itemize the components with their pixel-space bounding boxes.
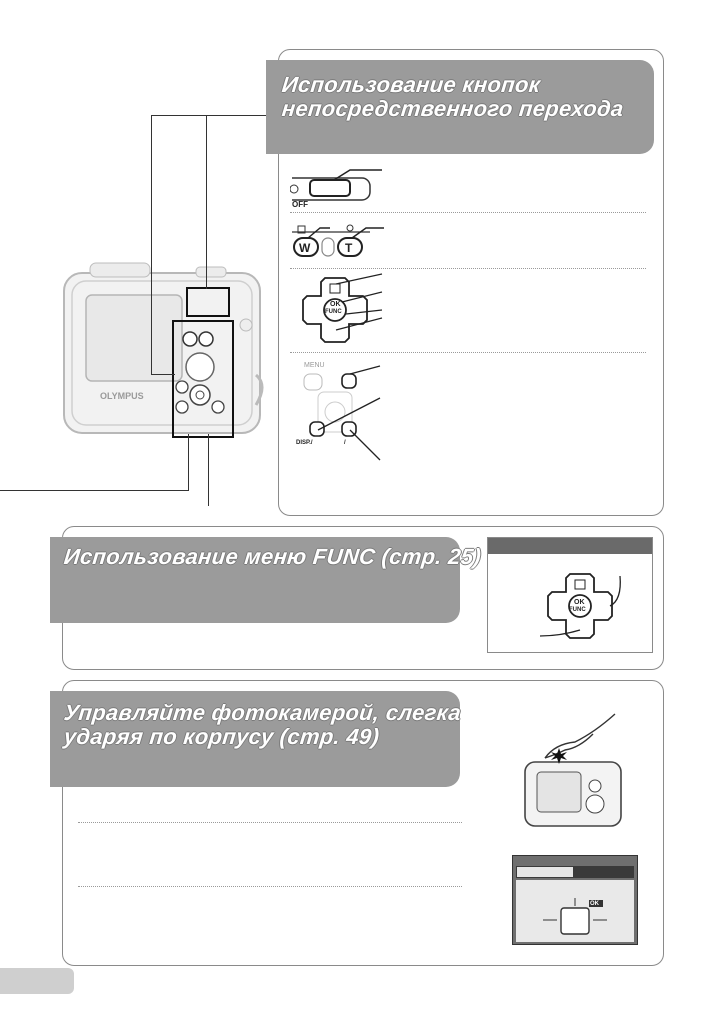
off-label: OFF: [292, 200, 308, 209]
tap-camera-illustration: [515, 710, 635, 830]
zoom-buttons-icon: [290, 224, 385, 264]
page-tab: [0, 968, 74, 994]
tap-screen-preview: [512, 855, 638, 945]
func-illustration-header: [488, 538, 652, 554]
separator: [78, 822, 462, 823]
menu-label: MENU: [304, 362, 325, 369]
func-ok-label: OK: [574, 599, 585, 606]
preview-menu-selected: [517, 867, 573, 877]
leader-line: [0, 490, 189, 491]
separator: [290, 212, 646, 213]
leader-line: [151, 374, 175, 375]
func-menu-title: Использование меню FUNC (стр. 25): [62, 544, 483, 569]
shutter-button-icon: [290, 168, 385, 210]
separator: [290, 268, 646, 269]
wide-button-label: W: [299, 241, 311, 255]
erase-label: /: [344, 440, 346, 446]
tele-button-label: T: [345, 241, 353, 255]
preview-ok-badge: OK: [590, 901, 599, 907]
direct-buttons-title-line1: Использование кнопок: [280, 72, 542, 97]
tap-control-title-line2: ударяя по корпусу (стр. 49): [62, 724, 381, 749]
func-illustration: [487, 537, 653, 653]
leader-line: [208, 434, 209, 506]
leader-line: [151, 115, 152, 375]
shutter-highlight-box: [186, 287, 230, 317]
func-label: FUNC: [325, 309, 342, 315]
camera-illustration: [60, 255, 270, 455]
separator: [78, 886, 462, 887]
direct-buttons-title-line2: непосредственного перехода: [280, 96, 625, 121]
brand-label: OLYMPUS: [100, 391, 144, 401]
arrow-pad-icon: [290, 272, 385, 346]
tap-control-title-line1: Управляйте фотокамерой, слегка: [62, 700, 463, 725]
func-func-label: FUNC: [569, 607, 586, 613]
leader-line: [151, 115, 269, 116]
ok-label: OK: [330, 301, 341, 308]
leader-line: [188, 434, 189, 490]
disp-label: DISP./: [296, 440, 313, 446]
leader-line: [206, 115, 207, 289]
menu-buttons-icon: [290, 360, 385, 466]
separator: [290, 352, 646, 353]
buttons-highlight-box: [172, 320, 234, 438]
